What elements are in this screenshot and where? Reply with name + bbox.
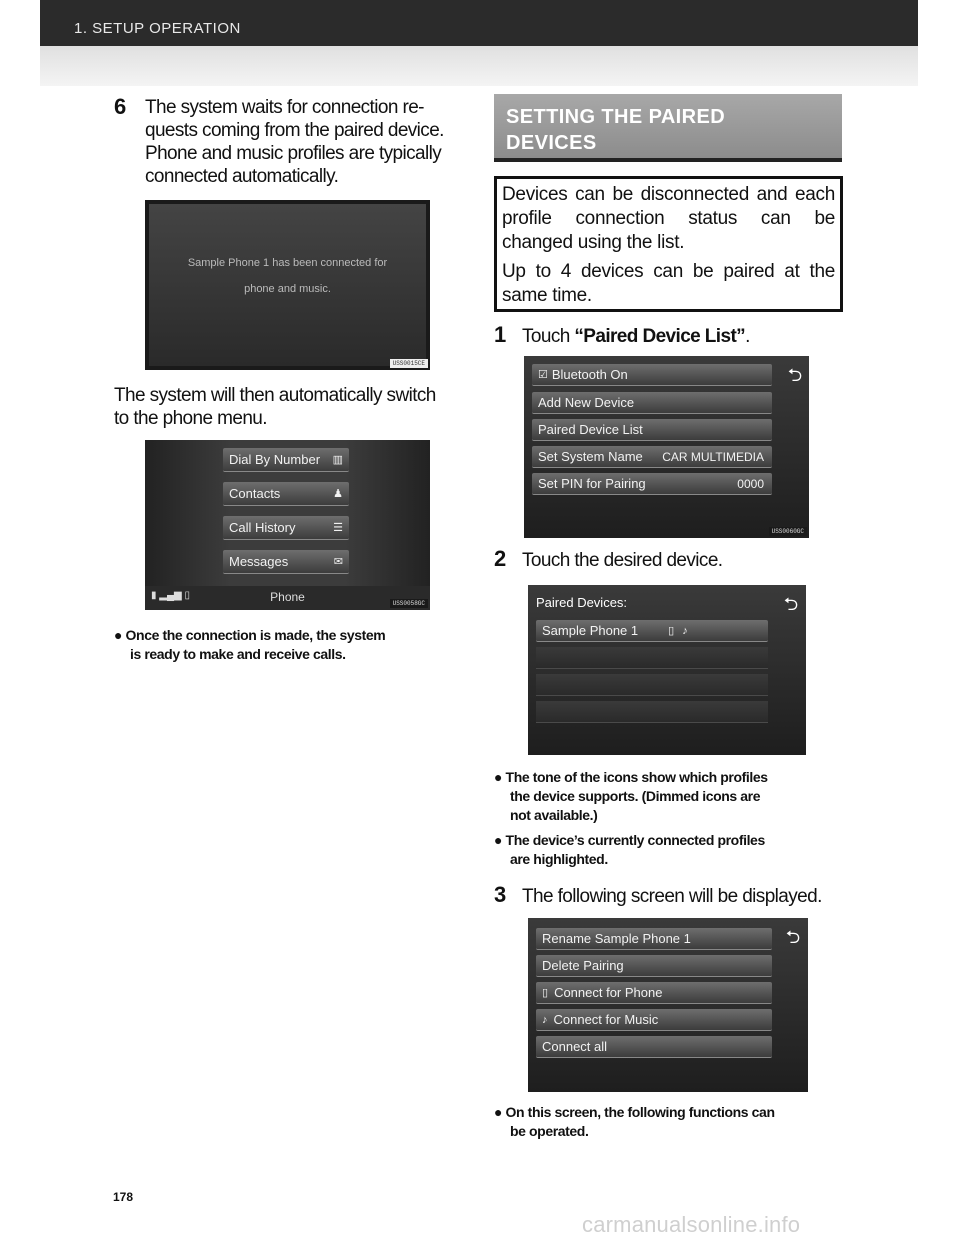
- bullet-icon: ●: [494, 1104, 506, 1120]
- screenshot-device-options: [528, 918, 808, 1092]
- bullet-icon: ●: [114, 627, 126, 643]
- section-heading-line: SETTING THE PAIRED: [506, 106, 726, 128]
- step-3-number: 3: [494, 882, 507, 907]
- menu-item-label: Call History: [229, 520, 296, 535]
- section-heading: [494, 94, 842, 162]
- bluetooth-on-button[interactable]: [532, 364, 772, 386]
- keypad-icon: ▥: [332, 454, 343, 466]
- menu-item-label: Dial By Number: [229, 452, 321, 467]
- bullet-line: Once the connection is made, the system: [125, 627, 386, 643]
- header-subbar: [40, 46, 918, 86]
- bullet-line: not available.): [510, 807, 598, 823]
- page-number: 178: [113, 1190, 134, 1204]
- row-label: Rename Sample Phone 1: [542, 931, 691, 946]
- paired-device-row[interactable]: [536, 620, 768, 642]
- bullet-line: are highlighted.: [510, 851, 608, 867]
- step-6-line: quests coming from the paired device.: [145, 120, 444, 141]
- music-icon: ♪: [542, 1013, 548, 1026]
- connected-message-line: Sample Phone 1 has been connected for: [187, 257, 388, 269]
- row-label: Bluetooth On: [551, 367, 628, 382]
- connect-all-button[interactable]: [536, 1036, 772, 1058]
- screenshot-bluetooth-settings: [524, 356, 809, 538]
- checkbox-icon: ☑: [538, 369, 548, 381]
- auto-switch-line: The system will then automatically switch: [114, 385, 436, 406]
- system-name-value: CAR MULTIMEDIA: [662, 449, 764, 464]
- auto-switch-text: [114, 384, 474, 430]
- step-2-number: 2: [494, 546, 507, 571]
- menu-item-label: Contacts: [229, 486, 281, 501]
- rename-device-button[interactable]: [536, 928, 772, 950]
- step-1-prefix: Touch: [522, 326, 575, 347]
- message-icon: ✉: [333, 556, 343, 568]
- bullet-line: is ready to make and receive calls.: [130, 646, 346, 662]
- phone-footer-label: Phone: [270, 590, 305, 604]
- bullet-connection-ready: [114, 626, 474, 664]
- step-6-line: The system waits for connection re-: [145, 97, 424, 118]
- image-id-label: USS0060GC: [769, 527, 807, 536]
- info-paragraph: Up to 4 devices can be paired at the same time.: [502, 261, 835, 306]
- dial-by-number-button[interactable]: [223, 448, 349, 472]
- phone-profile-icon: ▯: [668, 625, 675, 637]
- call-history-button[interactable]: [223, 516, 349, 540]
- paired-devices-title: Paired Devices:: [536, 595, 628, 610]
- bullet-line: The device’s currently connected profiles: [505, 832, 765, 848]
- bullet-icon: ●: [494, 769, 506, 785]
- step-3-text: The following screen will be displayed.: [522, 886, 822, 907]
- header-title: 1. SETUP OPERATION: [74, 20, 241, 37]
- watermark: carmanualsonline.info: [582, 1212, 801, 1237]
- row-label: Connect for Music: [553, 1012, 659, 1027]
- bullet-line: be operated.: [510, 1123, 589, 1139]
- step-1-suffix: .: [745, 326, 750, 347]
- phone-icon: ▯: [542, 987, 549, 999]
- add-new-device-button[interactable]: [532, 392, 772, 414]
- step-6-line: Phone and music profiles are typically: [145, 143, 442, 164]
- screenshot-phone-menu: [145, 440, 430, 610]
- info-box: [494, 176, 843, 312]
- history-icon: ☰: [333, 522, 343, 534]
- step-6-number: 6: [114, 94, 127, 119]
- pin-value: 0000: [737, 476, 764, 491]
- signal-strength-icon: ▮ ▂▄▆ ▯: [151, 590, 191, 601]
- bullet-line: the device supports. (Dimmed icons are: [510, 788, 761, 804]
- auto-switch-line: to the phone menu.: [114, 408, 267, 429]
- row-label: Connect for Phone: [554, 985, 663, 1000]
- info-paragraph: Devices can be disconnected and each profile connection status can be changed using the list.: [502, 184, 835, 253]
- connected-message-line: phone and music.: [244, 283, 331, 295]
- row-label: Set System Name: [538, 449, 643, 464]
- music-profile-icon: ♪: [682, 624, 688, 637]
- section-heading-line: DEVICES: [506, 132, 597, 154]
- bullet-line: The tone of the icons show which profiles: [505, 769, 768, 785]
- step-1-target: “Paired Device List”: [574, 326, 746, 347]
- step-1-number: 1: [494, 322, 507, 347]
- row-label: Paired Device List: [538, 422, 643, 437]
- step-6-line: connected automatically.: [145, 166, 339, 187]
- messages-button[interactable]: [223, 550, 349, 574]
- image-id-label: USS0058GC: [390, 599, 428, 608]
- set-pin-button[interactable]: [532, 473, 772, 495]
- delete-pairing-button[interactable]: [536, 955, 772, 977]
- image-id-label: USS0015CE: [390, 359, 428, 368]
- empty-device-slot[interactable]: [536, 674, 768, 696]
- empty-device-slot[interactable]: [536, 701, 768, 723]
- menu-item-label: Messages: [229, 554, 289, 569]
- back-icon[interactable]: ⮌: [783, 594, 799, 614]
- bullet-icon: ●: [494, 832, 506, 848]
- step-1-text: [522, 325, 842, 348]
- row-label: Add New Device: [538, 395, 635, 410]
- set-system-name-button[interactable]: [532, 446, 772, 468]
- screenshot-paired-devices: [528, 585, 806, 755]
- row-label: Delete Pairing: [542, 958, 624, 973]
- bullet-functions: [494, 1103, 844, 1141]
- back-icon[interactable]: ⮌: [785, 927, 801, 947]
- empty-device-slot[interactable]: [536, 647, 768, 669]
- connect-phone-button[interactable]: [536, 982, 772, 1004]
- step-6-text: [145, 96, 465, 188]
- paired-device-list-button[interactable]: [532, 419, 772, 441]
- contact-icon: ♟: [333, 488, 343, 500]
- row-label: Set PIN for Pairing: [538, 476, 646, 491]
- screenshot-connected-message: [145, 200, 430, 370]
- step-2-text: Touch the desired device.: [522, 550, 723, 571]
- back-icon[interactable]: ⮌: [787, 365, 803, 385]
- bullets-icon-tone: [494, 768, 844, 869]
- connect-music-button[interactable]: [536, 1009, 772, 1031]
- row-label: Connect all: [542, 1039, 608, 1054]
- bullet-line: On this screen, the following functions can: [505, 1104, 775, 1120]
- contacts-button[interactable]: [223, 482, 349, 506]
- device-name: Sample Phone 1: [542, 623, 639, 638]
